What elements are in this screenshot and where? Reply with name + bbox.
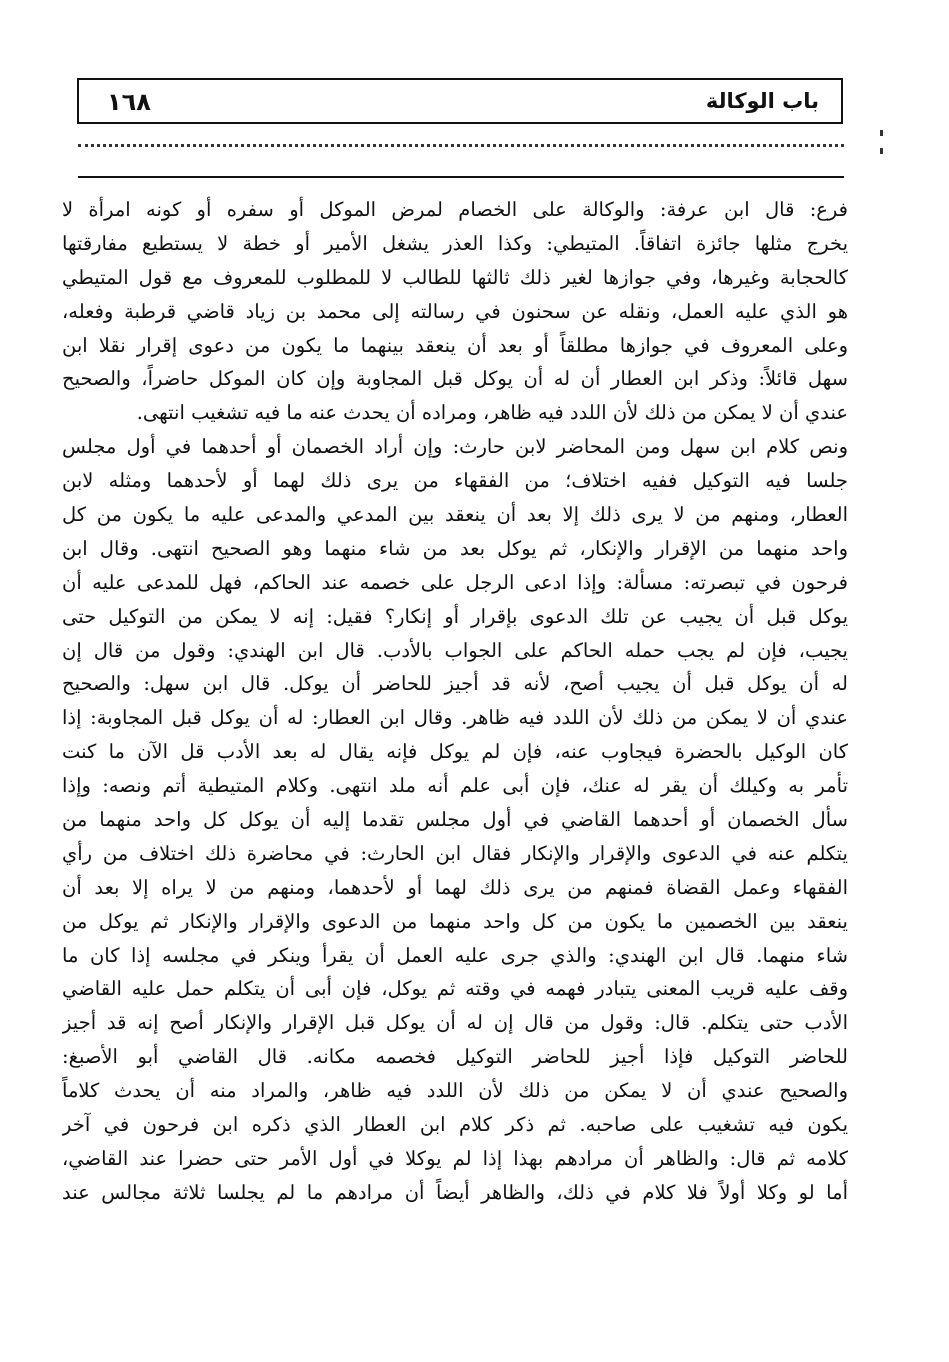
page-number: ١٦٨	[107, 88, 151, 116]
text-line: جلسا فيه التوكيل ففيه اختلاف؛ من الفقهاء من يرى ذلك لهما أو لأحدهما ومثله لابن	[62, 469, 848, 493]
text-line: للحاضر التوكيل فإذا أجيز للحاضر التوكيل فخصمه مكانه. قال القاضي أبو الأصبغ:	[62, 1045, 848, 1069]
text-line: شاء منهما. قال ابن الهندي: والذي جرى عليه العمل أن يقرأ وينكر في مجلسه إذا كان ما	[62, 943, 848, 967]
text-line: فرحون في تبصرته: مسألة: وإذا ادعى الرجل على خصمه عند الحاكم، فهل للمدعى عليه أن	[62, 570, 848, 594]
text-line: واحد منهما من الإقرار والإنكار، ثم يوكل بعد من شاء منهما وهو الصحيح انتهى. وقال ابن	[62, 536, 848, 560]
text-line: سهل قائلاً: وذكر ابن العطار أن له أن يوكل قبل المجاوبة وإن كان الموكل حاضراً، والصحيح	[62, 367, 848, 391]
text-line: يكون فيه تشغيب على صاحبه. ثم ذكر كلام ابن العطار الذي ذكره ابن فرحون في آخر	[62, 1113, 848, 1137]
text-line: الأدب حتى يتكلم. قال: وقول من قال إن له أن يوكل قبل الإقرار والإنكار أصح إنه قد أجيز	[62, 1011, 848, 1035]
text-line: كالحجابة وغيرها، وفي جوازها لغير ذلك ثالثها للطالب لا للمطلوب للمعروف مع قول المتيطي	[62, 265, 848, 289]
text-line: له أن يوكل قبل أن يجيب أصح، لأنه قد أجيز للحاضر أن يوكل. قال ابن سهل: والصحيح	[62, 672, 848, 696]
text-line: يخرج مثلها جائزة اتفاقاً. المتيطي: وكذا العذر يشغل الأمير أو خطة لا يستطيع مفارقتها	[62, 231, 848, 255]
text-line: وقف عليه قريب المعنى يتبادر فهمه في وقته ثم يوكل، فإن أبى أن يتكلم حمل عليه القاضي	[62, 977, 848, 1001]
text-line: كلامه ثم قال: والظاهر أن مرادهم بهذا إذا لم يوكلا في أول الأمر حتى حضرا عند القاضي،	[62, 1146, 848, 1170]
text-line: سأل الخصمان أو أحدهما القاضي في أول مجلس تقدما إليه أن يوكل كل واحد منهما من	[62, 808, 848, 832]
text-line: يتكلم عنه في الدعوى والإقرار والإنكار فقال ابن الحارث: في محاضرة ذلك اختلاف من رأي	[62, 841, 848, 865]
text-line: كان الوكيل بالحضرة فيجاوب عنه، فإن لم يوكل فإنه يقال له بعد الأدب قل الآن ما كنت	[62, 740, 848, 764]
chapter-title: باب الوكالة	[705, 89, 819, 113]
text-line: الفقهاء وعمل القضاة فمنهم من يرى ذلك لهما أو لأحدهما، ومنهم من لا يراه إلا بعد أن	[62, 875, 848, 899]
text-line: يجيب، فإن لم يجب حمله الحاكم على الجواب بالأدب. قال ابن الهندي: وقول من قال إن	[62, 638, 848, 662]
text-line: ينعقد بين الخصمين ما يكون من كل واحد منهما من الدعوى والإقرار والإنكار ثم يوكل من	[62, 909, 848, 933]
text-line: ونص كلام ابن سهل ومن المحاضر لابن حارث: وإن أراد الخصمان أو أحدهما في أول مجلس	[62, 435, 848, 459]
page-header	[77, 78, 843, 124]
text-line: تأمر به وكيلك أن يقر له عنك، فإن أبى علم أنه ملد انتهى. وكلام المتيطية أتم ونصه: وإذا	[62, 774, 848, 798]
text-line: العطار، ومنهم من لا يرى ذلك إلا بعد أن ينعقد بين المدعي والمدعى عليه ما يكون من كل	[62, 503, 848, 527]
text-line: عندي أن لا يمكن من ذلك لأن اللدد فيه ظاهر. وقال ابن العطار: له أن يوكل قبل المجاوبة: إذا	[62, 706, 848, 730]
text-line: أما لو وكلا أولاً فلا كلام في ذلك، والظاهر أيضاً أن مرادهم ما لم يجلسا ثلاثة مجالس عند	[62, 1180, 848, 1204]
text-line: يوكل قبل أن يجيب عن تلك الدعوى بإقرار أو إنكار؟ فقيل: إنه لا يمكن من التوكيل حتى	[62, 604, 848, 628]
dotted-separator	[78, 144, 844, 147]
text-line: وعلى المعروف في جوازها مطلقاً أو بعد أن ينعقد بينهما ما يكون من دعوى إقرار نقلا ابن	[62, 333, 848, 357]
header-rule	[78, 176, 844, 178]
text-line: فرع: قال ابن عرفة: والوكالة على الخصام لمرض الموكل أو سفره أو كونه امرأة لا	[62, 198, 848, 221]
body-text	[62, 193, 848, 1210]
text-line: عندي أن لا يمكن من ذلك لأن اللدد فيه ظاهر، ومراده أن يحدث عنه ما فيه تشغيب انتهى.	[136, 401, 848, 425]
text-line: هو الذي عليه العمل، ونقله عن سحنون في رسالته إلى محمد بن زياد قاضي قرطبة وفعله،	[62, 299, 848, 323]
text-line: والصحيح عندي أن لا يمكن من ذلك لأن اللدد فيه ظاهر، والمراد منه أن يحدث كلاماً	[62, 1079, 848, 1103]
margin-marks	[880, 130, 886, 175]
